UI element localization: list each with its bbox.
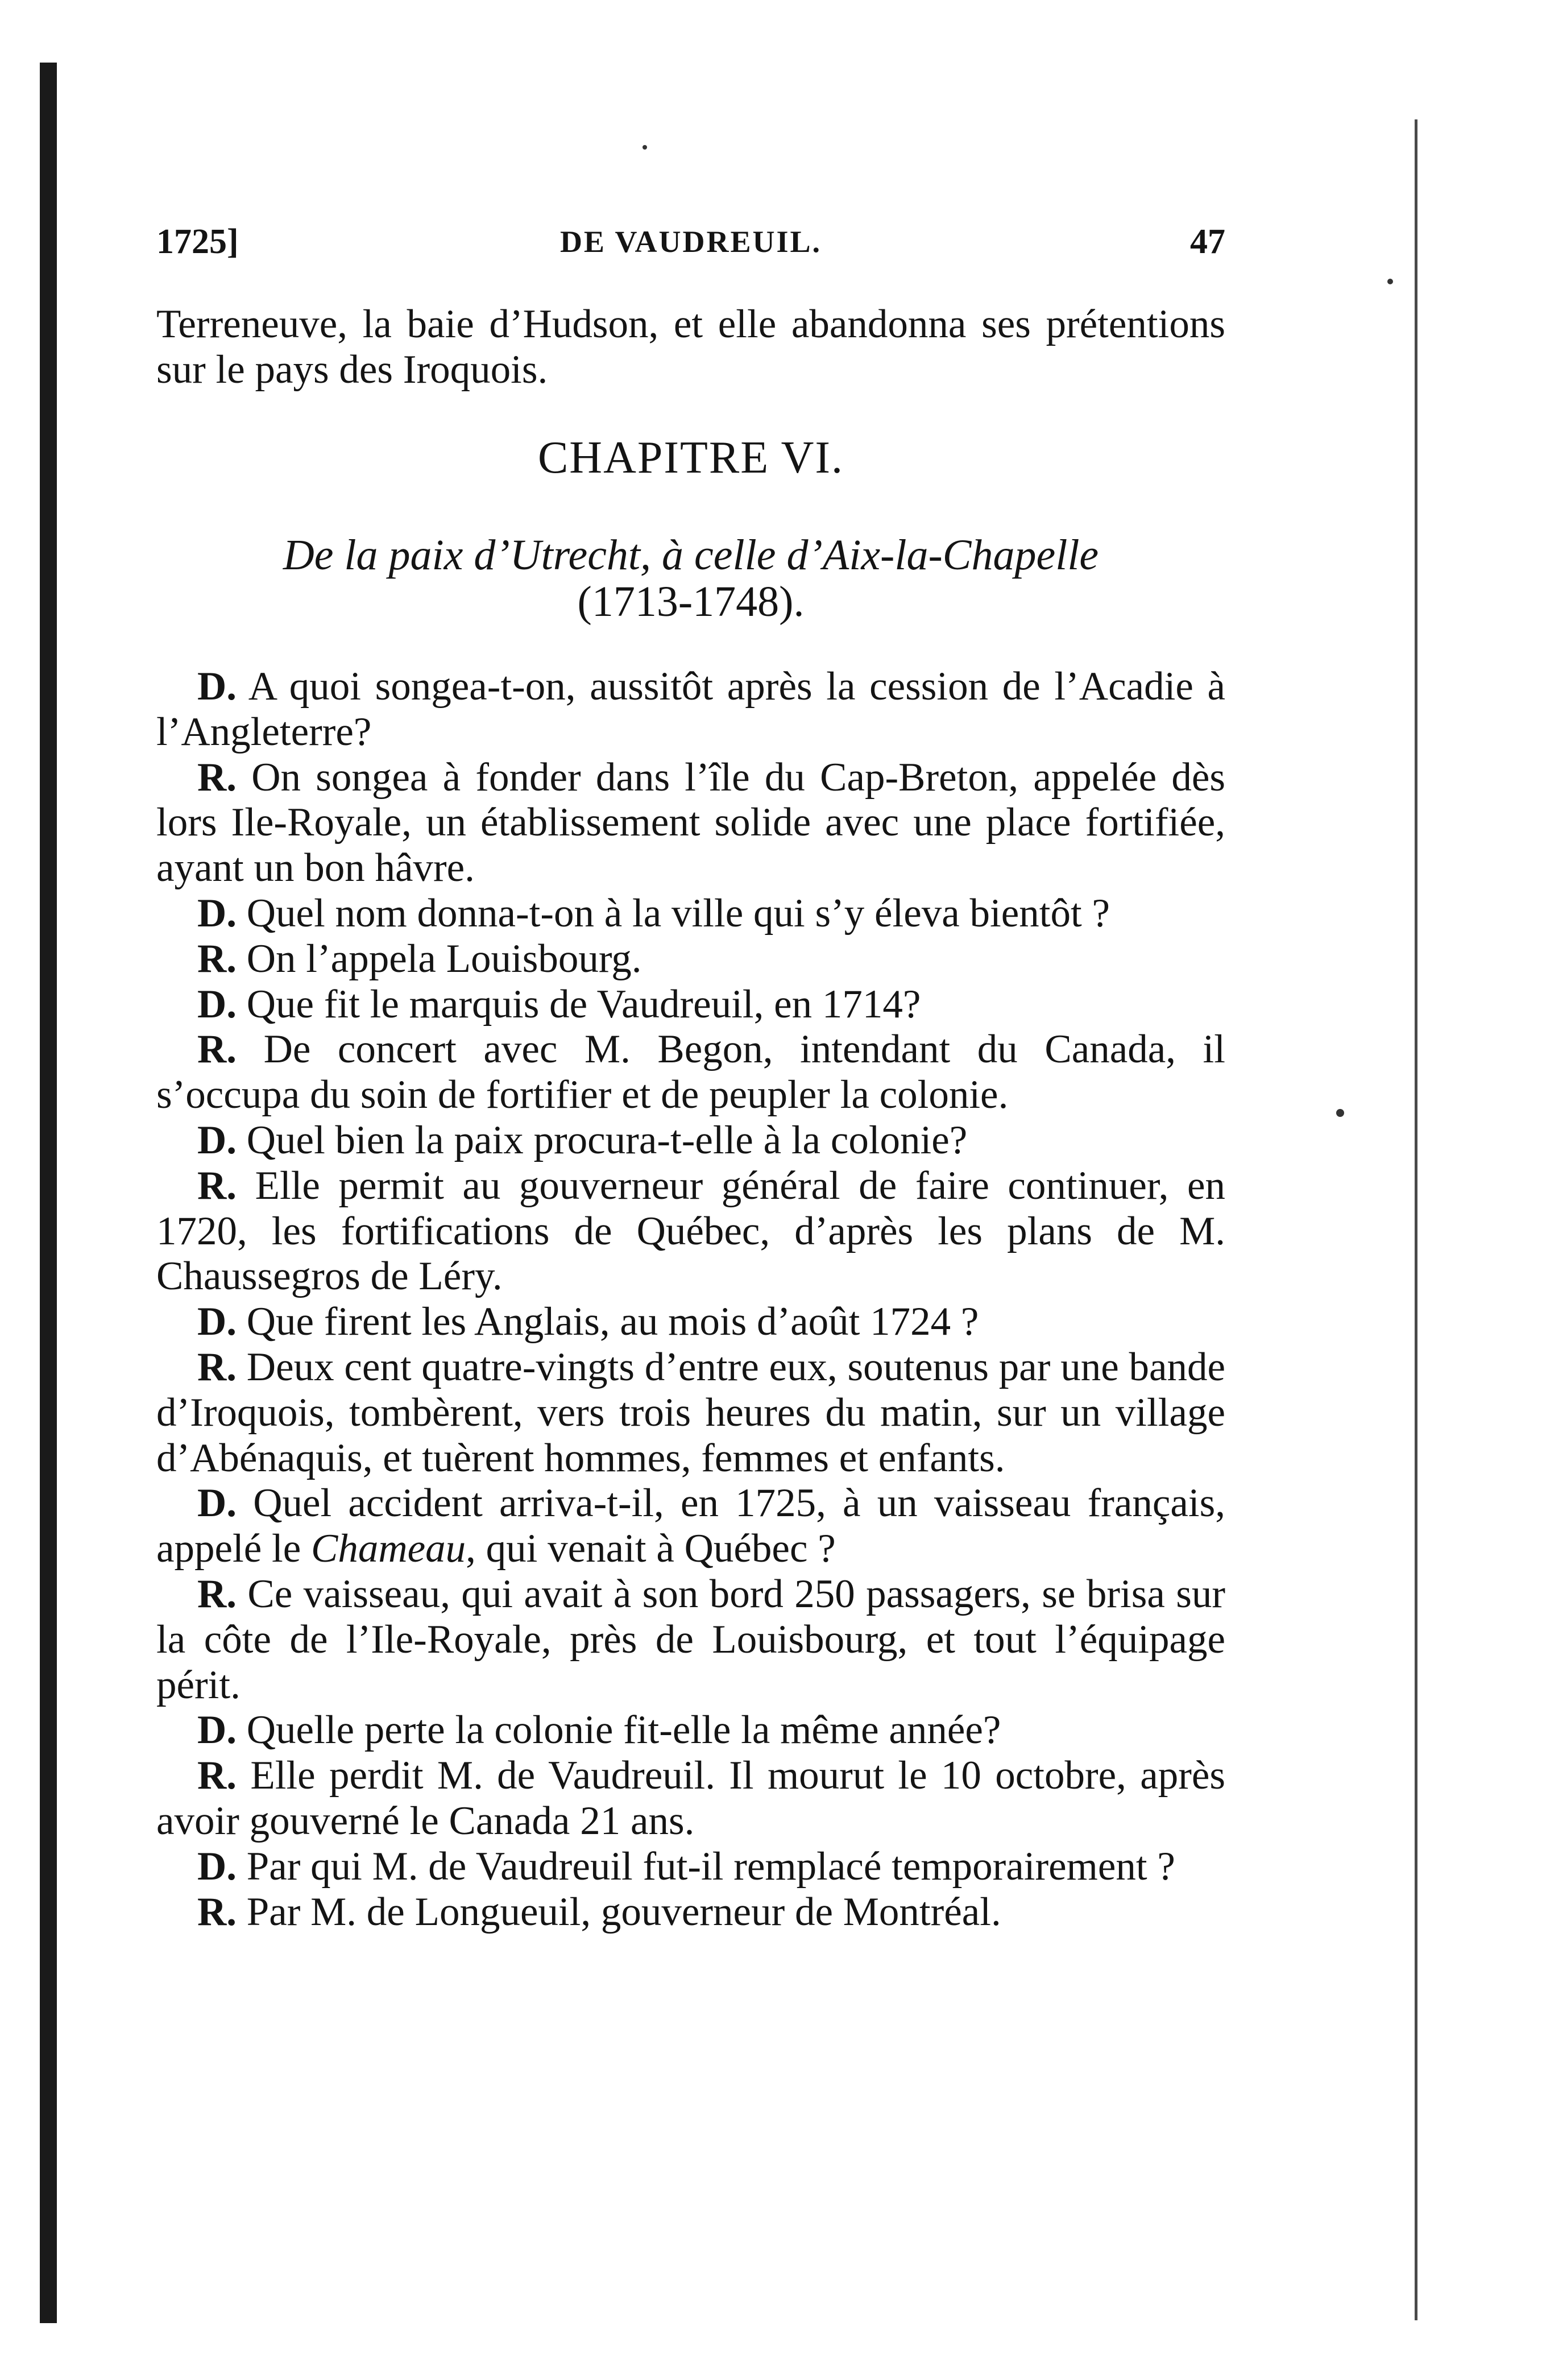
ship-name: Chameau	[311, 1526, 466, 1571]
question-label: D.	[197, 1117, 237, 1162]
scan-speck	[643, 145, 647, 150]
chapter-dates: (1713-1748).	[577, 578, 805, 626]
question-label: D.	[197, 1299, 237, 1344]
answer-text: On l’appela Louisbourg.	[246, 936, 642, 981]
answer-paragraph	[156, 1753, 1225, 1844]
answer-text: Elle perdit M. de Vaudreuil. Il mourut le 10 octobre, après avoir gouverné le Canada 21 ans.	[156, 1753, 1226, 1843]
answer-paragraph	[156, 1027, 1225, 1118]
answer-paragraph	[156, 1572, 1225, 1708]
answer-text: Ce vaisseau, qui avait à son bord 250 passagers, se brisa sur la côte de l’Ile-Royale, près de Louisbourg, et tout l’équipage périt.	[156, 1571, 1225, 1707]
answer-paragraph	[156, 1164, 1225, 1299]
question-paragraph	[156, 1299, 1225, 1345]
question-text: Que fit le marquis de Vaudreuil, en 1714?	[246, 982, 921, 1026]
answer-paragraph	[156, 1890, 1225, 1935]
answer-label: R.	[197, 936, 237, 981]
question-text: Quel bien la paix procura-t-elle à la colonie?	[246, 1117, 968, 1162]
answer-label: R.	[197, 1571, 237, 1616]
chapter-title: CHAPITRE VI.	[537, 433, 844, 483]
scan-right-edge	[1415, 119, 1417, 2320]
answer-text: Deux cent quatre-vingts d’entre eux, soutenus par une bande d’Iroquois, tombèrent, vers trois heures du matin, sur un village d’Abénaquis, et tuèrent hommes, femmes et enfants.	[156, 1344, 1225, 1480]
scan-speck	[1387, 279, 1393, 284]
question-paragraph	[156, 1481, 1225, 1572]
question-paragraph	[156, 891, 1225, 937]
running-head-year: 1725]	[156, 222, 239, 261]
answer-paragraph	[156, 1345, 1225, 1481]
scan-speck	[1336, 1109, 1344, 1117]
question-paragraph	[156, 664, 1225, 755]
answer-paragraph	[156, 755, 1225, 891]
answer-label: R.	[197, 1027, 237, 1072]
chapter-subtitle: De la paix d’Utrecht, à celle d’Aix-la-Chapelle	[283, 531, 1099, 579]
question-text: Par qui M. de Vaudreuil fut-il remplacé temporairement ?	[246, 1844, 1175, 1889]
answer-text: On songea à fonder dans l’île du Cap-Breton, appelée dès lors Ile-Royale, un établissement solide avec une place fortifiée, ayant un bon hâvre.	[156, 755, 1225, 891]
question-text: A quoi songea-t-on, aussitôt après la cession de l’Acadie à l’Angleterre?	[156, 664, 1225, 754]
answer-text: De concert avec M. Begon, intendant du Canada, il s’occupa du soin de fortifier et de peupler la colonie.	[156, 1027, 1225, 1117]
question-label: D.	[197, 1844, 237, 1889]
question-text-end: , qui venait à Québec ?	[466, 1526, 836, 1571]
answer-label: R.	[197, 1889, 237, 1934]
answer-text: Elle permit au gouverneur général de faire continuer, en 1720, les fortifications de Québec, d’après les plans de M. Chaussegros de Léry.	[156, 1163, 1225, 1299]
question-paragraph	[156, 1844, 1225, 1890]
question-text: Que firent les Anglais, au mois d’août 1724 ?	[246, 1299, 979, 1344]
question-paragraph	[156, 982, 1225, 1028]
question-label: D.	[197, 982, 237, 1026]
answer-paragraph	[156, 937, 1225, 982]
question-text: Quel nom donna-t-on à la ville qui s’y éleva bientôt ?	[246, 891, 1110, 936]
continuation-paragraph: Terreneuve, la baie d’Hudson, et elle abandonna ses prétentions sur le pays des Iroquois.	[156, 302, 1225, 392]
answer-label: R.	[197, 1344, 237, 1389]
running-head-title: DE VAUDREUIL.	[559, 225, 822, 259]
question-text: Quelle perte la colonie fit-elle la même année?	[246, 1708, 1001, 1753]
running-head	[156, 219, 1225, 264]
answer-text: Par M. de Longueuil, gouverneur de Montréal.	[246, 1889, 1001, 1934]
answer-label: R.	[197, 755, 237, 800]
question-label: D.	[197, 1708, 237, 1753]
question-paragraph	[156, 1118, 1225, 1164]
scan-left-edge	[40, 63, 57, 2323]
page-number: 47	[1190, 222, 1225, 261]
question-label: D.	[197, 664, 237, 709]
answer-label: R.	[197, 1753, 237, 1798]
chapter-subtitle-block	[156, 532, 1225, 625]
question-text: Quel accident arriva-t-il, en 1725, à un vaisseau français, appelé le	[156, 1481, 1226, 1571]
question-paragraph	[156, 1708, 1225, 1753]
catechism-qa	[156, 664, 1225, 1935]
answer-label: R.	[197, 1163, 237, 1208]
question-label: D.	[197, 891, 237, 936]
question-label: D.	[197, 1481, 237, 1526]
